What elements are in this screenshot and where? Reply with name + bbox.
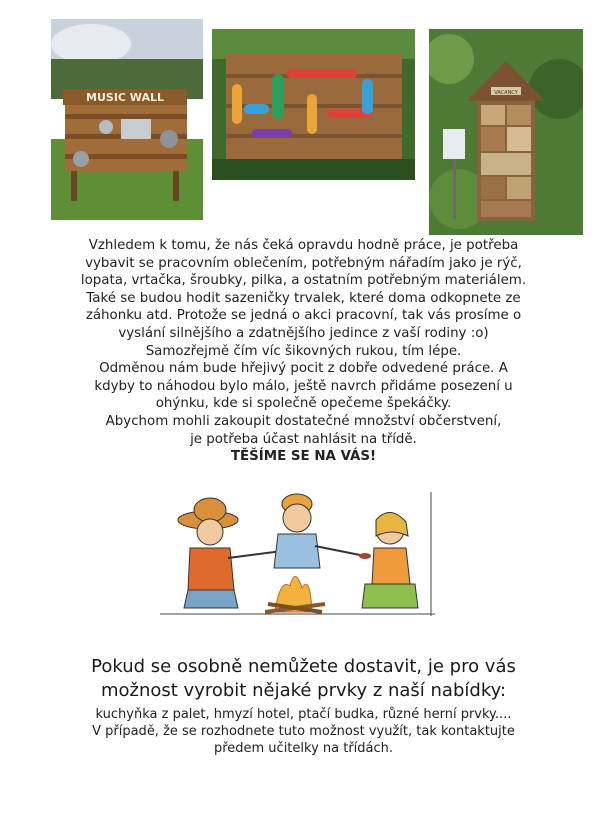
main-text-line: Abychom mohli zakoupit dostatečné množství občerstvení, [105, 413, 502, 429]
main-text [30, 237, 577, 466]
items-line: kuchyňka z palet, hmyzí hotel, ptačí budka, různé herní prvky.... [95, 707, 512, 722]
main-text-line: Vzhledem k tomu, že nás čeká opravdu hodně práce, je potřeba [88, 238, 519, 253]
music-wall-photo [51, 19, 203, 220]
bottom-heading [30, 655, 577, 703]
bottom-text [30, 706, 577, 757]
main-text-line: Odměnou nám bude hřejivý pocit z dobře odvedené práce. A [99, 361, 508, 377]
main-text-line: Samozřejmě čím víc šikovných rukou, tím lépe. [145, 343, 462, 359]
closing-text: TĚŠÍME SE NA VÁS! [230, 449, 377, 465]
insect-hotel-photo [429, 29, 583, 235]
contact-line: předem učitelky na třídách. [213, 741, 394, 756]
insect-hotel-sign: VACANCY [494, 90, 518, 96]
main-text-line: lopata, vrtačka, šroubky, pilka, a ostatním potřebným materiálem. [80, 273, 527, 289]
music-wall-sign: MUSIC WALL [86, 91, 164, 104]
main-text-line: Také se budou hodit sazeničky trvalek, které doma odkopnete ze [86, 290, 521, 306]
bottom-heading-line: možnost vyrobit nějaké prvky z naší nabídky: [100, 680, 507, 701]
main-text-line: vybavit se pracovním oblečením, potřebným nářadím jako je rýč, [85, 255, 522, 271]
main-text-line: záhonku atd. Protože se jedná o akci pracovní, tak vás prosíme o [85, 308, 522, 324]
bottom-heading-line: Pokud se osobně nemůžete dostavit, je pro vás [91, 656, 516, 677]
contact-line: V případě, že se rozhodnete tuto možnost využít, tak kontaktujte [92, 724, 515, 739]
main-text-line: ohýnku, kde si společně opečeme špekáčky. [155, 396, 452, 412]
main-text-line: vyslání silnějšího a zdatnějšího jedince z vaší rodiny :o) [118, 325, 489, 341]
main-text-line: kdyby to náhodou bylo málo, ještě navrch přidáme posezení u [94, 378, 513, 394]
pipe-wall-photo [212, 29, 415, 180]
main-text-line: je potřeba účast nahlásit na třídě. [190, 431, 417, 447]
campfire-illustration [160, 490, 435, 618]
